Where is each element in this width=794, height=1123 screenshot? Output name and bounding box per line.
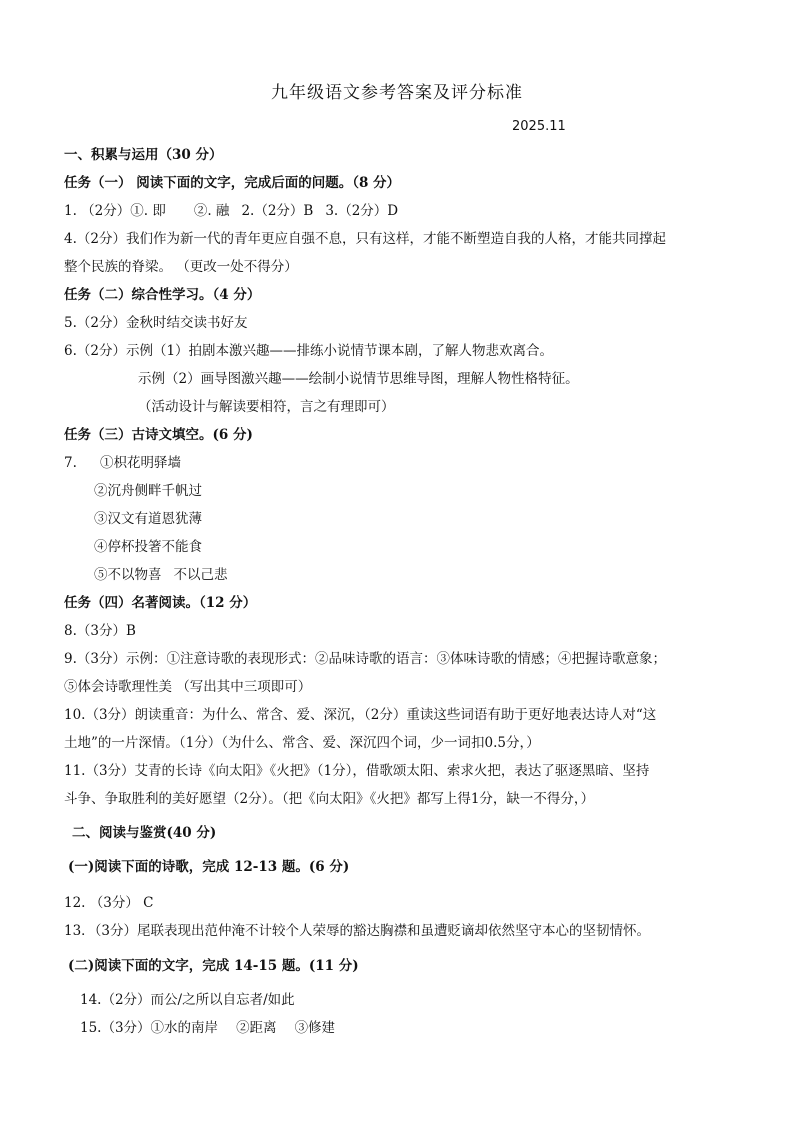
section-2-heading: 二、阅读与鉴赏(40 分) [72, 825, 217, 841]
answer-q6-line1: 6.（2分）示例（1）拍剧本激兴趣——排练小说情节课本剧，了解人物悲欢离合。 [64, 343, 554, 359]
answer-q1-q3 [64, 201, 398, 221]
answer-q11-line1: 11.（3分）艾青的长诗《向太阳》《火把》（1分），借歌颂太阳、索求火把，表达了驱逐黑暗、坚持 [64, 763, 650, 779]
part-1-heading: (一)阅读下面的诗歌，完成 12-13 题。(6 分) [68, 859, 350, 875]
answer-q7-item3: ③汉文有道恩犹薄 [94, 511, 202, 527]
answer-q15 [80, 1018, 335, 1038]
answer-q12: 12. （3分） C [64, 895, 154, 911]
answer-q7-item5-part1: ⑤不以物喜 [94, 567, 162, 583]
answer-q9-line1: 9.（3分）示例：①注意诗歌的表现形式：②品味诗歌的语言：③体味诗歌的情感；④把握诗歌意象； [64, 651, 666, 667]
answer-q10-line2: 土地”的一片深情。（1分）（为什么、常含、爱、深沉四个词，少一词扣0.5分，） [64, 735, 540, 751]
task-3-heading: 任务（三）古诗文填空。(6 分) [64, 427, 253, 443]
answer-q15-part2: ②距离 [236, 1020, 277, 1036]
page-title: 九年级语文参考答案及评分标准 [271, 83, 523, 103]
answer-q15-part3: ③修建 [294, 1020, 336, 1036]
answer-q10-line1: 10.（3分）朗读重音：为什么、常含、爱、深沉，（2分）重读这些词语有助于更好地表达诗人对“这 [64, 707, 657, 723]
answer-q3: 3.（2分）D [325, 203, 399, 219]
answer-q8: 8.（3分）B [64, 623, 136, 639]
answer-q9-line2: ⑤体会诗歌理性美 （写出其中三项即可） [64, 679, 312, 695]
document-date: 2025.11 [512, 119, 566, 134]
answer-q4-line1: 4.（2分）我们作为新一代的青年更应自强不息，只有这样，才能不断塑造自我的人格，才能共同撑起 [64, 231, 666, 247]
answer-q7-number: 7. [64, 455, 77, 471]
answer-q7-item5 [94, 565, 228, 585]
answer-q14: 14.（2分）而公/之所以自忘者/如此 [80, 992, 295, 1008]
part-2-heading: (二)阅读下面的文字，完成 14-15 题。(11 分) [68, 958, 359, 974]
answer-q1-part2: ②. 融 [193, 203, 230, 219]
answer-q6-note: （活动设计与解读要相符，言之有理即可） [138, 399, 395, 415]
answer-q7-item1: ①枳花明驿墙 [100, 455, 181, 471]
answer-q7-item4: ④停杯投箸不能食 [94, 539, 202, 555]
answer-q5: 5.（2分）金秋时结交读书好友 [64, 315, 248, 331]
answer-q7-item2: ②沉舟侧畔千帆过 [94, 483, 202, 499]
section-1-heading: 一、积累与运用（30 分） [64, 147, 223, 163]
answer-q15-part1: 15.（3分）①水的南岸 [80, 1020, 219, 1036]
answer-q7-item5-part2: 不以己悲 [173, 567, 228, 583]
answer-q2: 2.（2分）B [241, 203, 314, 219]
answer-q13: 13．（3分）尾联表现出范仲淹不计较个人荣辱的豁达胸襟和虽遭贬谪却依然坚守本心的坚韧情怀。 [64, 923, 651, 939]
answer-q6-line2: 示例（2）画导图激兴趣——绘制小说情节思维导图，理解人物性格特征。 [138, 371, 579, 387]
answer-q4-line2: 整个民族的脊梁。 （更改一处不得分） [64, 259, 298, 275]
answer-q11-line2: 斗争、争取胜利的美好愿望（2分）。（把《向太阳》《火把》都写上得1分，缺一不得分，） [64, 791, 595, 807]
answer-q1-part1: 1. （2分）①. 即 [64, 203, 166, 219]
task-2-heading: 任务（二）综合性学习。（4 分） [64, 287, 261, 303]
task-4-heading: 任务（四）名著阅读。（12 分） [64, 595, 257, 611]
task-1-heading: 任务（一） 阅读下面的文字，完成后面的问题。（8 分） [64, 175, 401, 191]
